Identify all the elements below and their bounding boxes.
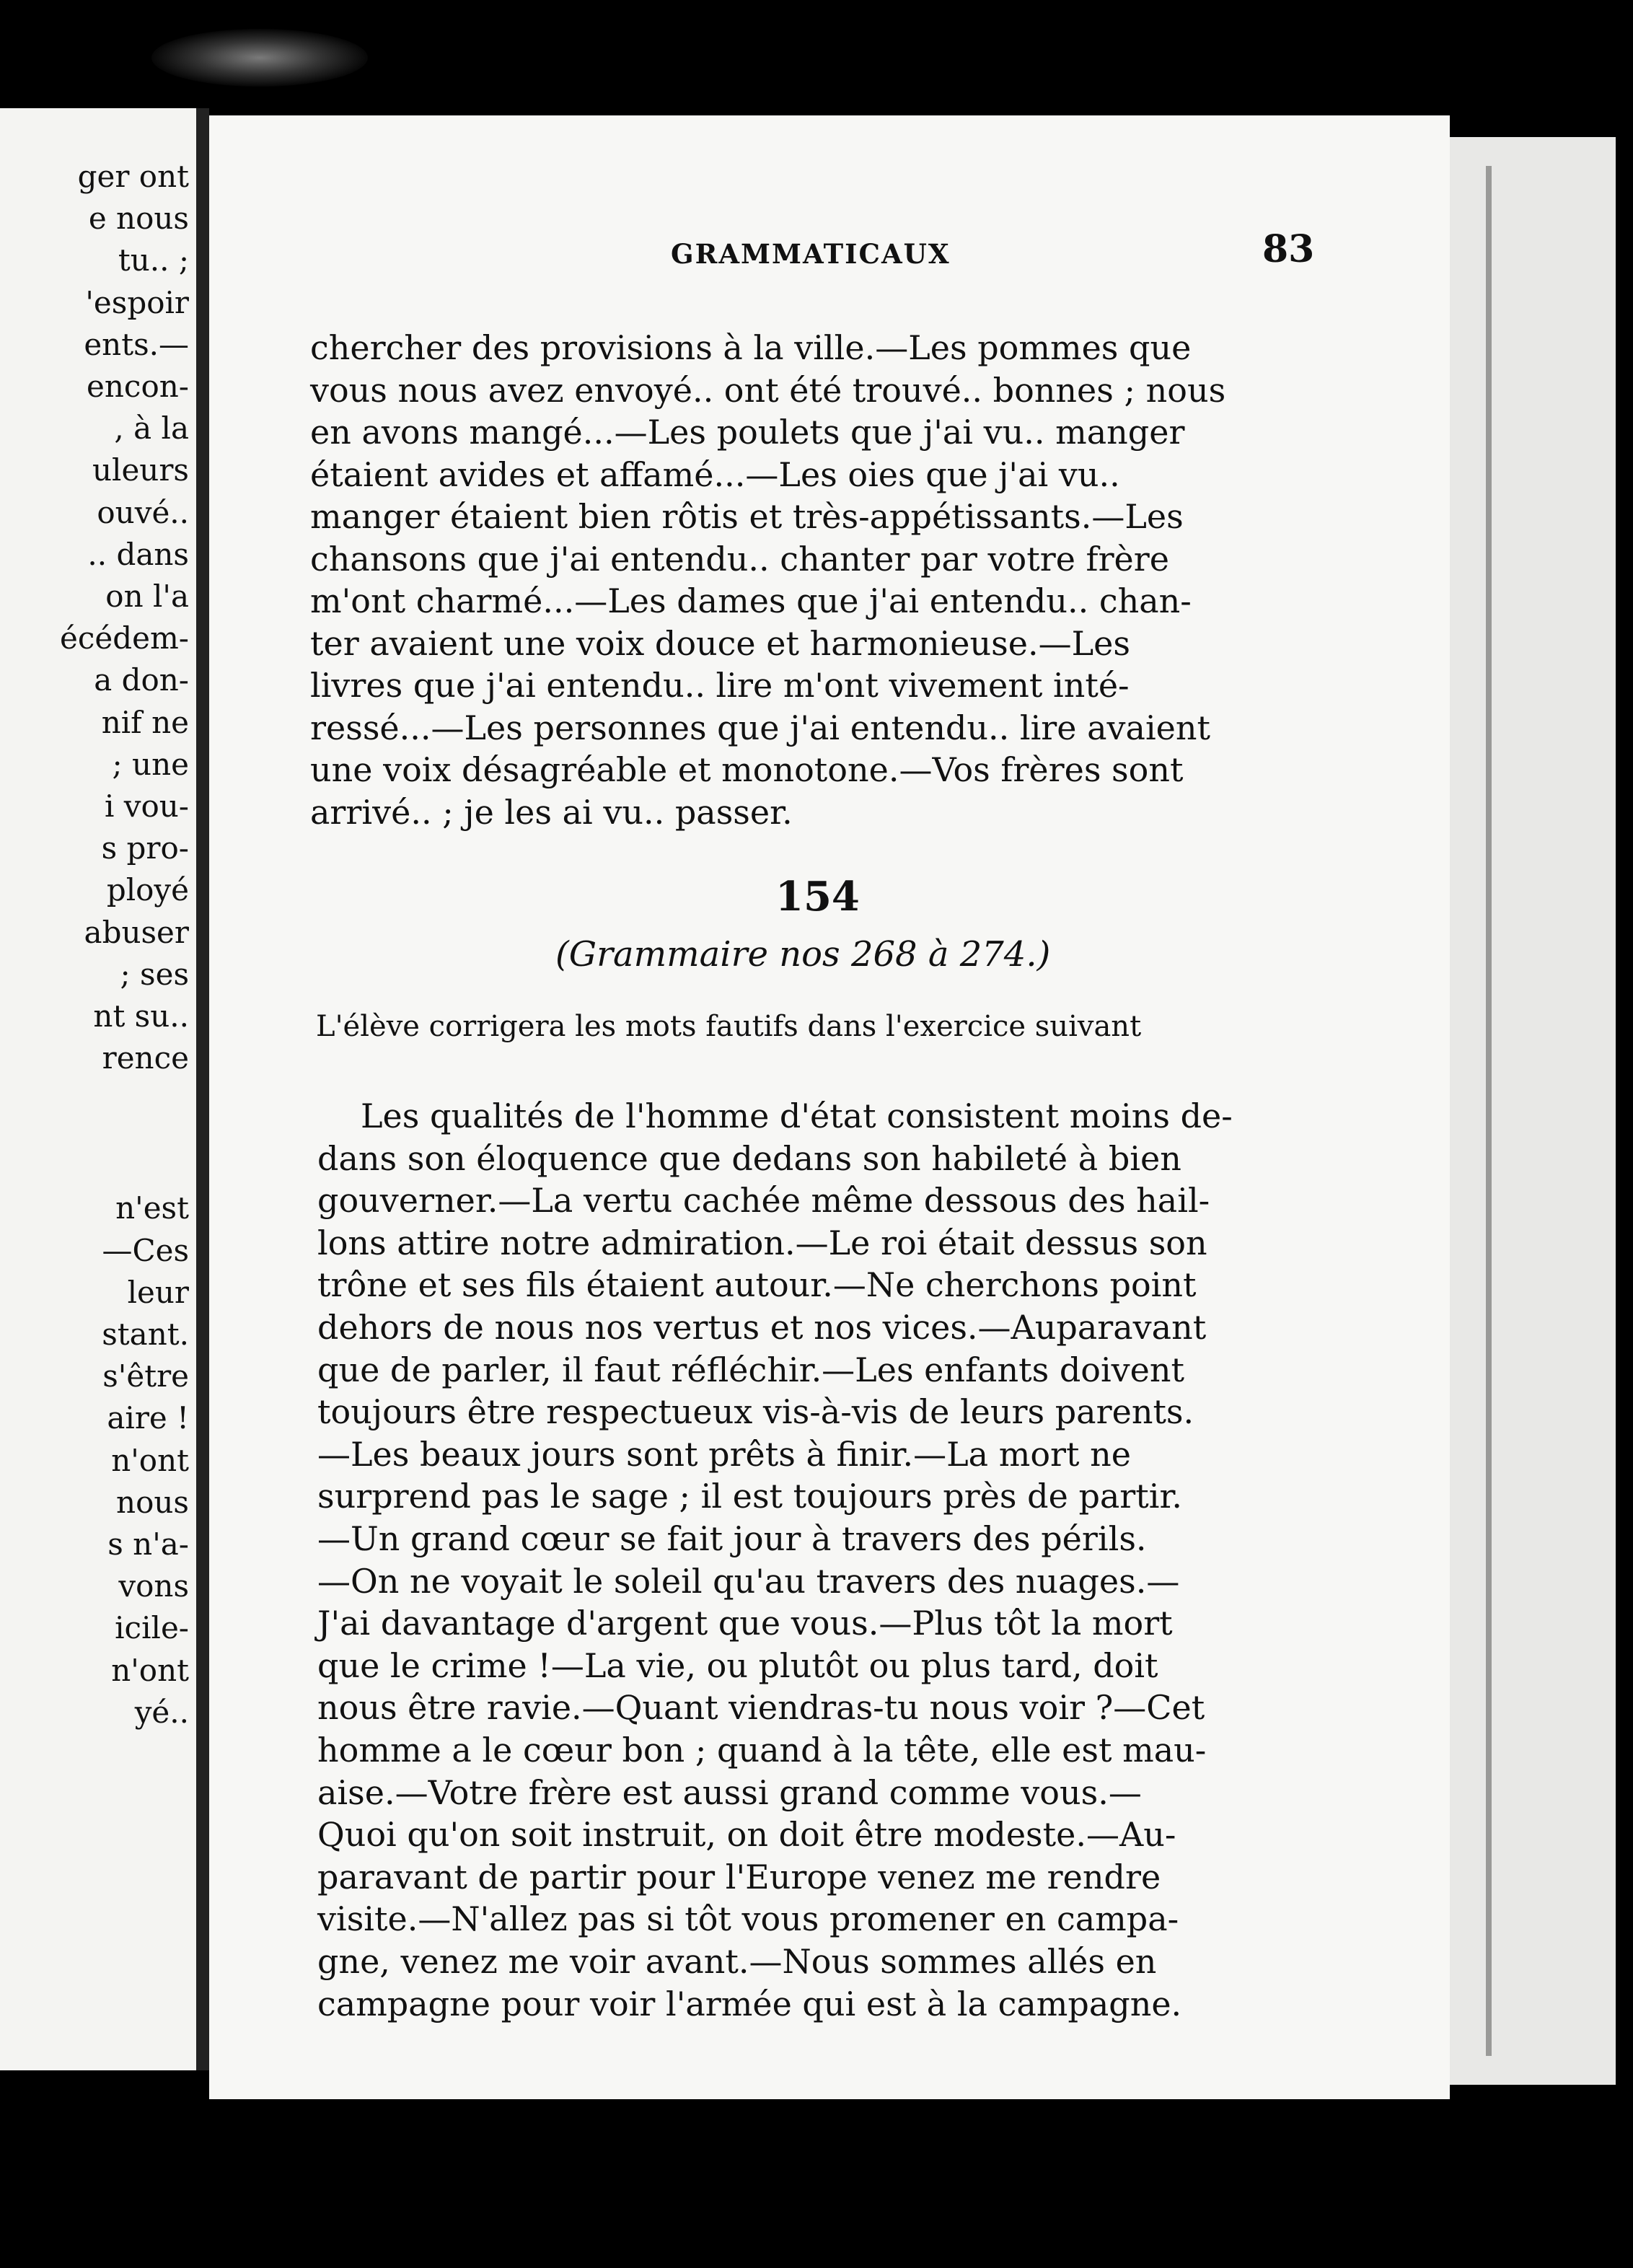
left-page-line: 'espoir bbox=[85, 284, 189, 320]
exercise-line: —On ne voyait le soleil qu'au travers des nuages.— bbox=[317, 1561, 1180, 1601]
text-line: livres que j'ai entendu.. lire m'ont vivement inté- bbox=[310, 666, 1130, 705]
left-page-line: n'est bbox=[115, 1190, 189, 1226]
left-page-line: s n'a- bbox=[107, 1526, 189, 1562]
left-page-line: stant. bbox=[102, 1317, 189, 1352]
grammar-reference: (Grammaire nos 268 à 274.) bbox=[555, 934, 1051, 975]
left-page-line: vons bbox=[118, 1568, 189, 1604]
exercise-line: lons attire notre admiration.—Le roi était dessus son bbox=[317, 1223, 1207, 1262]
exercise-line: toujours être respectueux vis-à-vis de leurs parents. bbox=[317, 1392, 1194, 1432]
book-page bbox=[209, 115, 1450, 2099]
text-line: chansons que j'ai entendu.. chanter par votre frère bbox=[310, 539, 1169, 579]
left-page-line: n'ont bbox=[111, 1652, 189, 1688]
page-number: 83 bbox=[1262, 227, 1315, 271]
left-page-line: a don- bbox=[94, 662, 189, 698]
text-line: vous nous avez envoyé.. ont été trouvé.. bonnes ; nous bbox=[310, 370, 1226, 410]
exercise-line: Les qualités de l'homme d'état consistent moins de- bbox=[361, 1096, 1233, 1135]
exercise-line: trône et ses fils étaient autour.—Ne cherchons point bbox=[317, 1265, 1197, 1305]
left-page-line: uleurs bbox=[92, 452, 189, 488]
left-page-line: —Ces bbox=[102, 1232, 189, 1268]
exercise-line: nous être ravie.—Quant viendras-tu nous voir ?—Cet bbox=[317, 1688, 1205, 1728]
left-page-line: s'être bbox=[102, 1358, 189, 1394]
left-page-line: nous bbox=[116, 1484, 189, 1520]
left-page-line: rence bbox=[102, 1040, 189, 1076]
left-page-line: n'ont bbox=[111, 1442, 189, 1478]
left-page-line: ger ont bbox=[77, 159, 189, 194]
left-page-line: .. dans bbox=[87, 536, 189, 572]
exercise-line: que de parler, il faut réfléchir.—Les enfants doivent bbox=[317, 1350, 1184, 1389]
exercise-number: 154 bbox=[775, 873, 860, 920]
book-gutter bbox=[196, 108, 209, 2070]
left-page-line: on l'a bbox=[105, 579, 189, 614]
left-page-line: écédem- bbox=[60, 620, 189, 656]
left-page-line: nt su.. bbox=[93, 998, 189, 1034]
exercise-line: dans son éloquence que dedans son habileté à bien bbox=[317, 1138, 1181, 1178]
exercise-line: aise.—Votre frère est aussi grand comme vous.— bbox=[317, 1772, 1142, 1812]
exercise-line: homme a le cœur bon ; quand à la tête, elle est mau- bbox=[317, 1731, 1207, 1770]
left-page-line: tu.. ; bbox=[118, 242, 189, 278]
left-page-line: ents.— bbox=[84, 326, 189, 362]
left-page-line: s pro- bbox=[101, 830, 189, 866]
text-line: chercher des provisions à la ville.—Les pommes que bbox=[310, 328, 1192, 367]
left-page-line: e nous bbox=[88, 201, 189, 237]
left-page-line: ; une bbox=[112, 746, 189, 782]
exercise-line: que le crime !—La vie, ou plutôt ou plus tard, doit bbox=[317, 1645, 1158, 1685]
text-line: étaient avides et affamé...—Les oies que j'ai vu.. bbox=[310, 454, 1120, 494]
exercise-line: —Les beaux jours sont prêts à finir.—La mort ne bbox=[317, 1434, 1131, 1474]
running-header: GRAMMATICAUX bbox=[671, 238, 951, 270]
exercise-line: visite.—N'allez pas si tôt vous promener en campa- bbox=[317, 1899, 1179, 1939]
exercise-line: surprend pas le sage ; il est toujours près de partir. bbox=[317, 1477, 1183, 1516]
page-stack-line bbox=[1486, 166, 1492, 2056]
text-line: m'ont charmé...—Les dames que j'ai entendu.. chan- bbox=[310, 581, 1192, 620]
page-stack-edge bbox=[1450, 137, 1616, 2085]
left-page-line: aire ! bbox=[107, 1400, 189, 1436]
text-line: ter avaient une voix douce et harmonieuse.—Les bbox=[310, 623, 1130, 663]
text-line: arrivé.. ; je les ai vu.. passer. bbox=[310, 792, 793, 832]
exercise-instruction: L'élève corrigera les mots fautifs dans l'exercice suivant bbox=[316, 1010, 1142, 1043]
exercise-line: dehors de nous nos vertus et nos vices.—Auparavant bbox=[317, 1308, 1207, 1347]
left-page-line: ; ses bbox=[120, 956, 189, 992]
exercise-line: paravant de partir pour l'Europe venez me rendre bbox=[317, 1857, 1161, 1896]
left-page-line: i vou- bbox=[104, 788, 189, 824]
text-line: manger étaient bien rôtis et très-appétissants.—Les bbox=[310, 497, 1184, 536]
left-page-line: leur bbox=[127, 1274, 189, 1310]
left-page-line: yé.. bbox=[134, 1694, 189, 1730]
left-page-line: ployé bbox=[106, 872, 189, 908]
exercise-line: —Un grand cœur se fait jour à travers des périls. bbox=[317, 1519, 1147, 1558]
scan-shadow bbox=[151, 29, 368, 87]
exercise-line: gouverner.—La vertu cachée même dessous des hail- bbox=[317, 1181, 1210, 1221]
left-page-fragment bbox=[0, 108, 196, 2070]
left-page-line: icile- bbox=[115, 1610, 189, 1646]
text-line: une voix désagréable et monotone.—Vos frères sont bbox=[310, 750, 1184, 789]
left-page-line: encon- bbox=[87, 369, 189, 404]
text-line: ressé...—Les personnes que j'ai entendu.. lire avaient bbox=[310, 708, 1211, 747]
exercise-line: gne, venez me voir avant.—Nous sommes allés en bbox=[317, 1942, 1157, 1981]
left-page-line: abuser bbox=[84, 914, 189, 950]
left-page-line: nif ne bbox=[101, 704, 189, 740]
exercise-line: J'ai davantage d'argent que vous.—Plus tôt la mort bbox=[317, 1604, 1173, 1643]
exercise-line: Quoi qu'on soit instruit, on doit être modeste.—Au- bbox=[317, 1815, 1176, 1855]
text-line: en avons mangé...—Les poulets que j'ai vu.. manger bbox=[310, 413, 1185, 452]
left-page-line: , à la bbox=[114, 410, 189, 447]
left-page-line: ouvé.. bbox=[97, 494, 189, 530]
exercise-line: campagne pour voir l'armée qui est à la campagne. bbox=[317, 1984, 1182, 2023]
